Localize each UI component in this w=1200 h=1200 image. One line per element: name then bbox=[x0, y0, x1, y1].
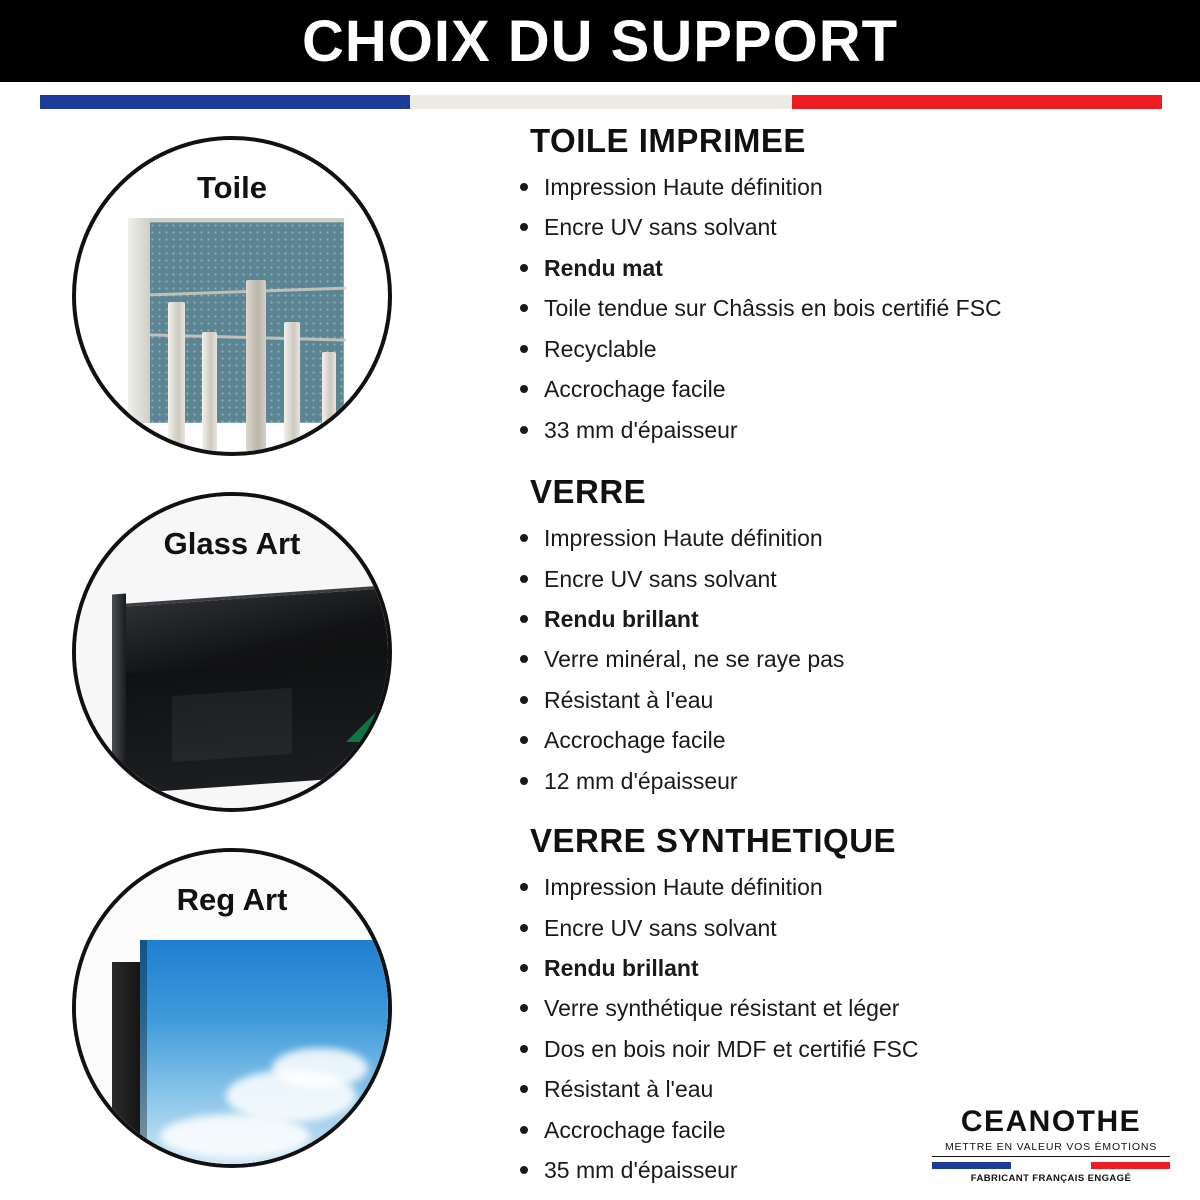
flag-segment-red bbox=[792, 95, 1162, 109]
product-circle-glass-art bbox=[72, 492, 392, 812]
list-item: Impression Haute définition bbox=[508, 174, 1168, 200]
specifications-column bbox=[508, 122, 1168, 1200]
brand-tagline: METTRE EN VALEUR VOS ÉMOTIONS bbox=[932, 1141, 1170, 1157]
brand-logo bbox=[932, 1105, 1170, 1184]
product-circle-reg-art bbox=[72, 848, 392, 1168]
section-verre bbox=[508, 473, 1168, 794]
list-item: Résistant à l'eau bbox=[508, 687, 1168, 713]
list-item: Rendu mat bbox=[508, 255, 1168, 281]
list-item: 33 mm d'épaisseur bbox=[508, 417, 1168, 443]
list-item: Encre UV sans solvant bbox=[508, 566, 1168, 592]
header-banner bbox=[0, 0, 1200, 82]
list-item: Encre UV sans solvant bbox=[508, 214, 1168, 240]
circle-label-glass-art: Glass Art bbox=[163, 526, 301, 561]
brand-subline: FABRICANT FRANÇAIS ENGAGÉ bbox=[970, 1173, 1132, 1184]
section-title-verre-synthetique: VERRE SYNTHETIQUE bbox=[530, 822, 897, 860]
section-title-toile: TOILE IMPRIMEE bbox=[530, 122, 806, 159]
list-item: Verre minéral, ne se raye pas bbox=[508, 646, 1168, 672]
list-item: Accrochage facile bbox=[508, 376, 1168, 402]
list-item: Encre UV sans solvant bbox=[508, 915, 1168, 941]
circle-label-toile: Toile bbox=[196, 170, 268, 205]
bullet-list-verre bbox=[508, 525, 1168, 794]
bullet-list-toile bbox=[508, 174, 1168, 443]
list-item: 35 mm d'épaisseur bbox=[508, 1157, 1168, 1183]
list-item: Résistant à l'eau bbox=[508, 1076, 1168, 1102]
list-item: Dos en bois noir MDF et certifié FSC bbox=[508, 1036, 1168, 1062]
list-item: Verre synthétique résistant et léger bbox=[508, 995, 1168, 1021]
list-item: Toile tendue sur Châssis en bois certifié FSC bbox=[508, 295, 1168, 321]
list-item: 12 mm d'épaisseur bbox=[508, 768, 1168, 794]
flag-segment-white bbox=[410, 95, 791, 109]
logo-flag-icon bbox=[932, 1162, 1170, 1169]
list-item: Recyclable bbox=[508, 336, 1168, 362]
product-circle-toile bbox=[72, 136, 392, 456]
list-item: Impression Haute définition bbox=[508, 525, 1168, 551]
list-item: Accrochage facile bbox=[508, 1117, 1168, 1143]
flag-segment-blue bbox=[40, 95, 410, 109]
section-toile-imprimee bbox=[508, 122, 1168, 443]
page-title: CHOIX DU SUPPORT bbox=[301, 8, 899, 74]
french-flag-bar bbox=[40, 95, 1162, 109]
list-item: Rendu brillant bbox=[508, 955, 1168, 981]
list-item: Accrochage facile bbox=[508, 727, 1168, 753]
list-item: Impression Haute définition bbox=[508, 874, 1168, 900]
list-item: Rendu brillant bbox=[508, 606, 1168, 632]
brand-name: CEANOTHE bbox=[960, 1105, 1142, 1138]
circle-label-reg-art: Reg Art bbox=[176, 882, 288, 917]
section-title-verre: VERRE bbox=[530, 473, 647, 511]
